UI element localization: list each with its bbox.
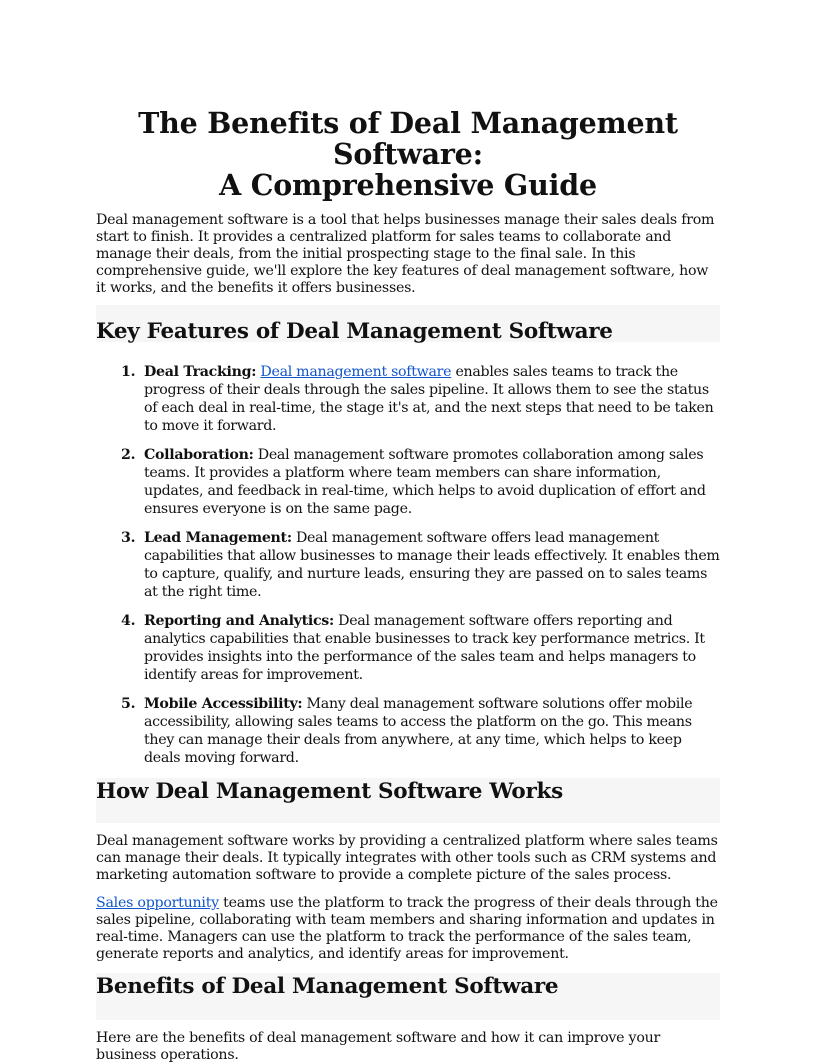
features-list bbox=[96, 363, 720, 767]
feature-term: Mobile Accessibility: bbox=[144, 696, 303, 712]
list-number: 3. bbox=[121, 530, 136, 546]
intro-paragraph: Deal management software is a tool that helps businesses manage their sales deals from start to finish. It provides a centralized platform for sales teams to collaborate and manage their deals, from the initial prospecting stage to the final sale. In this comprehensive guide, we'll explore the key features of deal management software, how it works, and the benefits it offers businesses. bbox=[96, 212, 715, 296]
list-number: 2. bbox=[121, 447, 136, 463]
page-title bbox=[96, 108, 720, 201]
feature-term: Collaboration: bbox=[144, 447, 254, 463]
feature-term: Reporting and Analytics: bbox=[144, 613, 334, 629]
section-heading-how: How Deal Management Software Works bbox=[96, 779, 563, 804]
how-paragraph-2-text: teams use the platform to track the progress of their deals through the sales pipeline, collaborating with team members and sharing information and updates in real-time. Managers can use the platform to track the performance of the sales team, generate reports and analytics, and identify areas for improvement. bbox=[96, 895, 718, 962]
list-item bbox=[96, 529, 720, 601]
section-heading-band-benefits bbox=[96, 973, 720, 1020]
section-heading-features: Key Features of Deal Management Software bbox=[96, 319, 613, 344]
list-number: 1. bbox=[121, 364, 136, 380]
feature-text: enables sales teams to track the progress of their deals through the sales pipeline. It allows them to see the status of each deal in real-time, the stage it's at, and the next steps that need to be taken to move it forward. bbox=[144, 364, 714, 434]
deal-management-software-link[interactable]: Deal management software bbox=[260, 364, 452, 380]
section-heading-benefits: Benefits of Deal Management Software bbox=[96, 974, 559, 999]
how-paragraph-1: Deal management software works by providing a centralized platform where sales teams can manage their deals. It typically integrates with other tools such as CRM systems and marketing automation software to provide a complete picture of the sales process. bbox=[96, 833, 718, 883]
feature-text: Deal management software offers lead management capabilities that allow businesses to manage their leads effectively. It enables them to capture, qualify, and nurture leads, ensuring they are passed on to sales teams at the right time. bbox=[144, 530, 720, 600]
how-paragraph-2 bbox=[96, 895, 720, 963]
feature-text: Many deal management software solutions offer mobile accessibility, allowing sales teams to access the platform on the go. This means they can manage their deals from anywhere, at any time, which helps to keep deals moving forward. bbox=[144, 696, 693, 766]
feature-term: Lead Management: bbox=[144, 530, 292, 546]
document-page bbox=[96, 108, 720, 1064]
section-heading-band-how bbox=[96, 778, 720, 823]
list-number: 4. bbox=[121, 613, 136, 629]
feature-text: Deal management software offers reporting and analytics capabilities that enable businesses to track key performance metrics. It provides insights into the performance of the sales team and helps managers to identify areas for improvement. bbox=[144, 613, 705, 683]
list-item bbox=[96, 612, 720, 684]
list-item bbox=[96, 446, 720, 518]
feature-text: Deal management software promotes collaboration among sales teams. It provides a platform where team members can share information, updates, and feedback in real-time, which helps to avoid duplication of effort and ensures everyone is on the same page. bbox=[144, 447, 706, 517]
list-number: 5. bbox=[121, 696, 136, 712]
section-heading-band-features bbox=[96, 305, 720, 342]
title-line-1: The Benefits of Deal Management Software: bbox=[138, 106, 678, 171]
title-line-2: A Comprehensive Guide bbox=[219, 168, 597, 202]
list-item bbox=[96, 695, 720, 767]
benefits-paragraph-1: Here are the benefits of deal management software and how it can improve your business operations. bbox=[96, 1030, 661, 1063]
sales-opportunity-link[interactable]: Sales opportunity bbox=[96, 895, 219, 911]
feature-term: Deal Tracking: bbox=[144, 364, 257, 380]
list-item bbox=[96, 363, 720, 435]
